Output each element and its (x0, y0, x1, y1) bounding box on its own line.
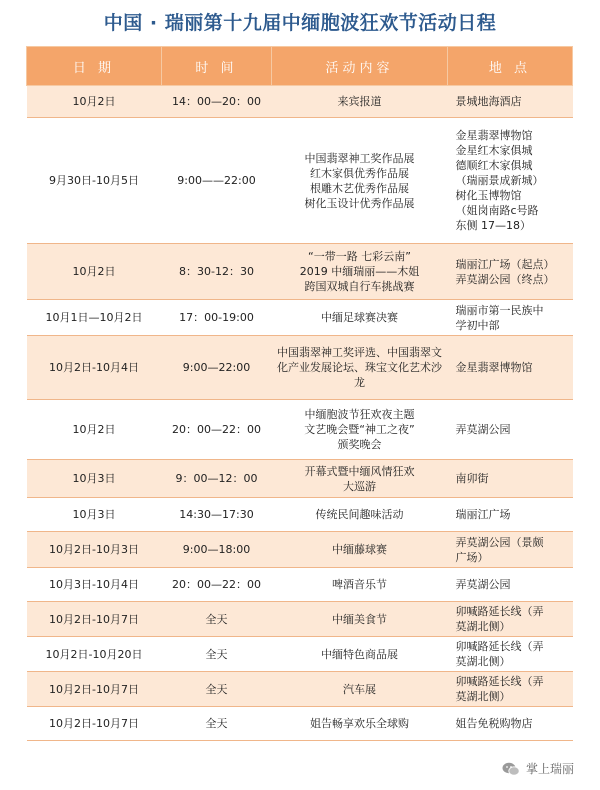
cell-location: 卯喊路延长线（弄 莫湖北侧） (448, 637, 573, 672)
cell-date: 10月3日 (27, 498, 162, 532)
cell-date: 10月2日 (27, 86, 162, 118)
cell-time: 9：00—12：00 (162, 460, 272, 498)
wechat-icon (502, 762, 520, 776)
cell-location: 瑞丽市第一民族中 学初中部 (448, 300, 573, 336)
cell-time: 全天 (162, 602, 272, 637)
table-row (27, 637, 573, 672)
cell-time: 全天 (162, 707, 272, 741)
table-row (27, 498, 573, 532)
cell-date: 10月2日-10月7日 (27, 707, 162, 741)
cell-time: 全天 (162, 637, 272, 672)
cell-date: 10月1日—10月2日 (27, 300, 162, 336)
cell-location: 弄莫湖公园（景颇 广场） (448, 532, 573, 568)
table-row (27, 300, 573, 336)
cell-location: 弄莫湖公园 (448, 568, 573, 602)
cell-date: 10月2日-10月20日 (27, 637, 162, 672)
table-row (27, 244, 573, 300)
cell-date: 10月2日 (27, 244, 162, 300)
cell-location: 南卯街 (448, 460, 573, 498)
footer-text: 掌上瑞丽 (525, 762, 574, 776)
cell-location: 金星翡翠博物馆 (448, 336, 573, 400)
table-row (27, 672, 573, 707)
cell-time: 9:00—18:00 (162, 532, 272, 568)
cell-activity: 传统民间趣味活动 (272, 498, 448, 532)
cell-location: 瑞丽江广场（起点） 弄莫湖公园（终点） (448, 244, 573, 300)
cell-date: 9月30日-10月5日 (27, 118, 162, 244)
cell-time: 20：00—22：00 (162, 400, 272, 460)
cell-date: 10月2日 (27, 400, 162, 460)
cell-activity: 中缅足球赛决赛 (272, 300, 448, 336)
page-title: 中国 · 瑞丽第十九届中缅胞波狂欢节活动日程 (103, 12, 497, 34)
table-row (27, 336, 573, 400)
cell-date: 10月2日-10月7日 (27, 602, 162, 637)
cell-date: 10月2日-10月7日 (27, 672, 162, 707)
cell-time: 9:00——22:00 (162, 118, 272, 244)
cell-date: 10月2日-10月3日 (27, 532, 162, 568)
table-row (27, 602, 573, 637)
cell-time: 8：30-12：30 (162, 244, 272, 300)
table-row (27, 118, 573, 244)
cell-activity: 中国翡翠神工奖作品展 红木家俱优秀作品展 根雕木艺优秀作品展 树化玉设计优秀作品展 (272, 118, 448, 244)
cell-activity: 开幕式暨中缅风情狂欢 大巡游 (272, 460, 448, 498)
cell-location: 瑞丽江广场 (448, 498, 573, 532)
cell-location: 姐告免税购物店 (448, 707, 573, 741)
header-time: 时 间 (162, 47, 272, 86)
cell-activity: 中缅藤球赛 (272, 532, 448, 568)
cell-date: 10月3日-10月4日 (27, 568, 162, 602)
header-date: 日 期 (27, 47, 162, 86)
cell-activity: 来宾报道 (272, 86, 448, 118)
cell-date: 10月2日-10月4日 (27, 336, 162, 400)
cell-activity: 中缅胞波节狂欢夜主题 文艺晚会暨“神工之夜” 颁奖晚会 (272, 400, 448, 460)
table-row (27, 86, 573, 118)
cell-time: 全天 (162, 672, 272, 707)
cell-location: 景城地海酒店 (448, 86, 573, 118)
table-row (27, 532, 573, 568)
table-row (27, 707, 573, 741)
cell-activity: 啤酒音乐节 (272, 568, 448, 602)
cell-time: 14:30—17:30 (162, 498, 272, 532)
footer-watermark (502, 760, 574, 777)
cell-time: 17：00-19:00 (162, 300, 272, 336)
header-activity: 活动内容 (272, 47, 448, 86)
table-row (27, 400, 573, 460)
cell-location: 卯喊路延长线（弄 莫湖北侧） (448, 602, 573, 637)
cell-time: 20：00—22：00 (162, 568, 272, 602)
cell-time: 9:00—22:00 (162, 336, 272, 400)
cell-location: 金星翡翠博物馆 金星红木家俱城 德顺红木家俱城 （瑞丽景成新城） 树化玉博物馆 （姐岗南路c号路 东侧 17—18） (448, 118, 573, 244)
table-header-row (27, 47, 573, 86)
cell-activity: 中国翡翠神工奖评选、中国翡翠文化产业发展论坛、珠宝文化艺术沙龙 (272, 336, 448, 400)
cell-date: 10月3日 (27, 460, 162, 498)
cell-activity: 姐告畅享欢乐全球购 (272, 707, 448, 741)
cell-activity: “一带一路 七彩云南” 2019 中缅瑞丽——木姐 跨国双城自行车挑战赛 (272, 244, 448, 300)
cell-time: 14：00—20：00 (162, 86, 272, 118)
schedule-table (26, 46, 573, 741)
table-row (27, 460, 573, 498)
table-row (27, 568, 573, 602)
cell-location: 卯喊路延长线（弄 莫湖北侧） (448, 672, 573, 707)
cell-location: 弄莫湖公园 (448, 400, 573, 460)
header-location: 地 点 (448, 47, 573, 86)
cell-activity: 中缅特色商品展 (272, 637, 448, 672)
cell-activity: 汽车展 (272, 672, 448, 707)
cell-activity: 中缅美食节 (272, 602, 448, 637)
